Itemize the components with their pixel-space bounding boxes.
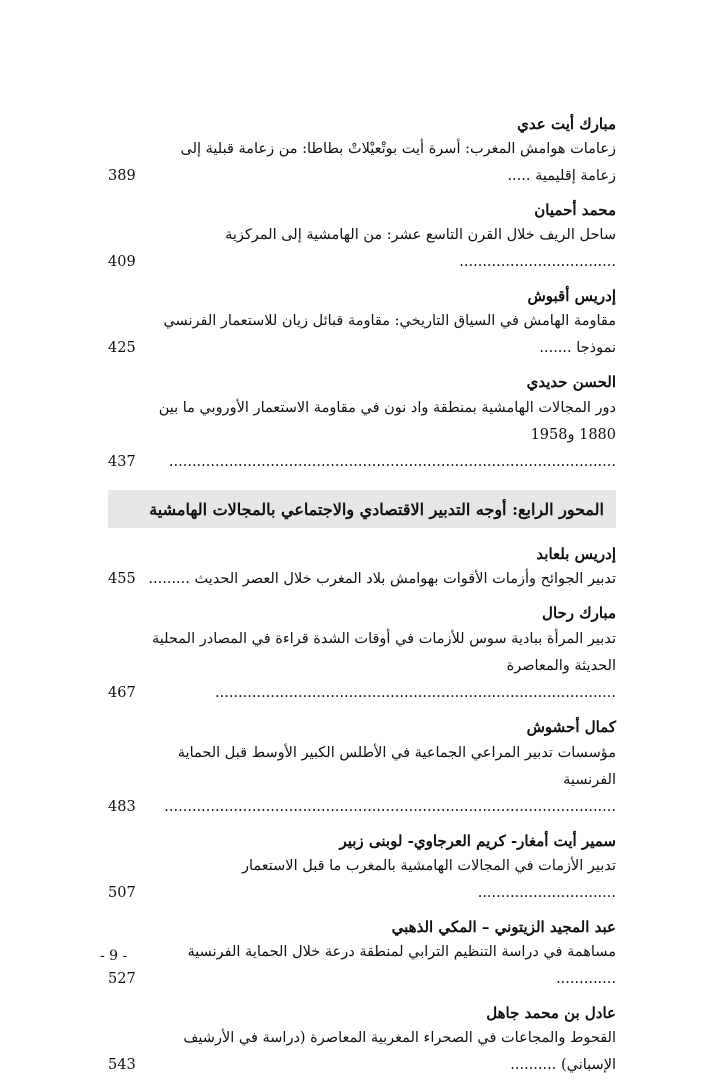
- entry-title: ساحل الريف خلال القرن التاسع عشر: من الهامشية إلى المركزية: [225, 227, 616, 243]
- entry-title: دور المجالات الهامشية بمنطقة واد نون في مقاومة الاستعمار الأوروبي ما بين: [158, 400, 616, 416]
- author-name: مبارك رحال: [542, 604, 616, 622]
- toc-group: [108, 542, 616, 593]
- toc-entry: [108, 853, 616, 907]
- toc-group: [108, 198, 616, 276]
- leader-dots: .....: [507, 168, 536, 184]
- toc-group: [108, 715, 616, 821]
- entry-title-cont: الحديثة والمعاصرة: [506, 658, 616, 674]
- leader-dots: .........: [148, 571, 195, 587]
- entry-title: تدبير المرأة ببادية سوس للأزمات في أوقات الشدة قراءة في المصادر المحلية: [151, 631, 616, 647]
- page-number: 455: [108, 571, 136, 587]
- entry-title: القحوط والمجاعات في الصحراء المغربية المعاصرة (دراسة في الأرشيف الإسباني): [183, 1030, 616, 1073]
- entry-title: تدبير الأزمات في المجالات الهامشية بالمغرب ما قبل الاستعمار: [241, 858, 616, 874]
- leader-dots: ..............................: [477, 885, 616, 901]
- entry-title-cont: 1880 و1958: [530, 427, 616, 443]
- leader-dots: ..................................: [459, 254, 616, 270]
- leader-dots: .......................................................................................: [215, 685, 616, 701]
- entry-title: مؤسسات تدبير المراعي الجماعية في الأطلس الكبير الأوسط قبل الحماية: [177, 745, 616, 761]
- page-number: 437: [108, 454, 136, 470]
- toc-entry-line1: [108, 394, 616, 422]
- author-name: إدريس أقبوش: [527, 287, 616, 305]
- toc-group: [108, 915, 616, 993]
- leader-dots: ..................................................................................................: [164, 799, 616, 815]
- entry-title: مقاومة الهامش في السياق التاريخي: مقاومة قبائل زيان للاستعمار الفرنسي نموذجا: [163, 313, 616, 356]
- page-number: 467: [108, 685, 136, 701]
- page-number: 425: [108, 340, 136, 356]
- page-number: 389: [108, 168, 136, 184]
- author-name: محمد أحميان: [534, 201, 616, 219]
- toc-entry-line2: [108, 653, 616, 707]
- author-name: مبارك أيت عدي: [517, 115, 616, 133]
- toc-group: [108, 112, 616, 190]
- entry-title: مساهمة في دراسة التنظيم الترابي لمنطقة درعة خلال الحماية الفرنسية: [187, 944, 616, 960]
- leader-dots: .................................................................................................: [168, 454, 616, 470]
- leader-dots: .............: [556, 971, 616, 987]
- toc-entry: [108, 308, 616, 362]
- toc-entry: [108, 136, 616, 190]
- table-of-contents: [108, 110, 616, 1087]
- leader-dots: ..........: [510, 1057, 561, 1073]
- author-name: كمال أحشوش: [526, 718, 616, 736]
- toc-entry: [108, 939, 616, 993]
- toc-entry: [108, 222, 616, 276]
- page-number: 543: [108, 1057, 136, 1073]
- toc-group: [108, 370, 616, 476]
- author-name: سمير أيت أمغار- كريم العرجاوي- لوبنى زبير: [339, 832, 616, 850]
- author-name: عادل بن محمد جاهل: [486, 1004, 616, 1022]
- toc-group: [108, 829, 616, 907]
- page-number: 409: [108, 254, 136, 270]
- toc-entry-line1: [108, 739, 616, 767]
- section-title: المحور الرابع: أوجه التدبير الاقتصادي والاجتماعي بالمجالات الهامشية: [149, 499, 604, 519]
- author-name: إدريس بلعابد: [536, 545, 616, 563]
- toc-group: [108, 284, 616, 362]
- toc-entry-line2: [108, 767, 616, 821]
- page-number: 507: [108, 885, 136, 901]
- toc-entry-line2: [108, 422, 616, 476]
- page-number: 527: [108, 971, 136, 987]
- leader-dots: .......: [539, 340, 577, 356]
- entry-title: زعامات هوامش المغرب: أسرة أيت بوتْعيْلاتْ بطاطا: من زعامة قبلية إلى زعامة إقليمية: [180, 141, 616, 184]
- toc-entry: [108, 1025, 616, 1079]
- page-footer-number: - 9 -: [100, 948, 128, 964]
- author-name: الحسن حديدي: [526, 373, 616, 391]
- toc-entry: [108, 566, 616, 593]
- page-number: 483: [108, 799, 136, 815]
- entry-title-cont: الفرنسية: [563, 772, 616, 788]
- toc-entry-line1: [108, 625, 616, 653]
- entry-title: تدبير الجوائح وأزمات الأقوات بهوامش بلاد المغرب خلال العصر الحديث: [194, 571, 616, 587]
- author-name: عبد المجيد الزيتوني – المكي الذهبي: [391, 918, 616, 936]
- toc-group: [108, 1001, 616, 1079]
- toc-group: [108, 601, 616, 707]
- section-heading: [108, 490, 616, 528]
